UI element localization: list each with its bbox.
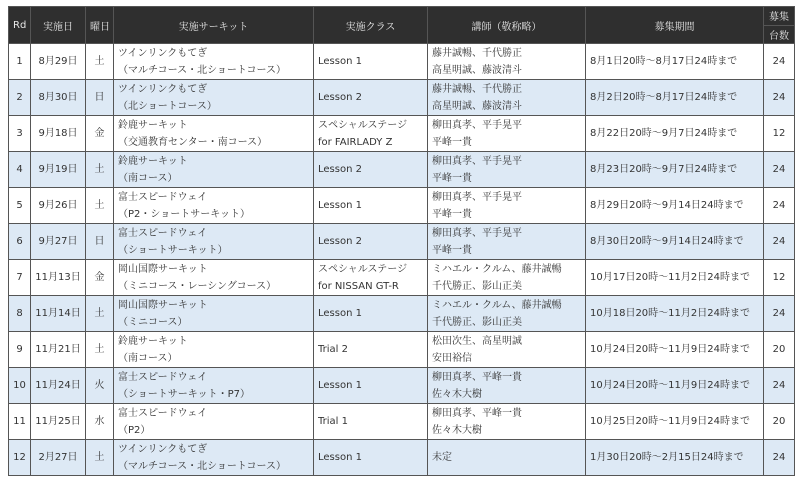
cell-circuit <box>114 116 314 152</box>
cell-period: 8月29日20時～9月14日24時まで <box>586 188 764 224</box>
instructors-line-1: 藤井誠暢、千代勝正 <box>432 47 522 59</box>
table-row <box>9 440 795 476</box>
cell-date: 11月24日 <box>31 368 86 404</box>
class-line-1: Lesson 2 <box>318 236 362 247</box>
cell-weekday: 土 <box>86 296 114 332</box>
cell-class <box>314 404 428 440</box>
cell-period: 8月30日20時～9月14日24時まで <box>586 224 764 260</box>
instructors-line-2: 安田裕信 <box>432 352 472 364</box>
cell-class <box>314 44 428 80</box>
cell-class <box>314 332 428 368</box>
class-line-1: スペシャルステージ <box>318 263 408 275</box>
circuit-course: （マルチコース・北ショートコース） <box>118 460 286 472</box>
cell-count: 20 <box>764 404 795 440</box>
instructors-line-1: 藤井誠暢、千代勝正 <box>432 83 522 95</box>
table-row <box>9 404 795 440</box>
circuit-course: （P2） <box>118 424 151 436</box>
cell-weekday: 土 <box>86 188 114 224</box>
cell-period: 10月18日20時～11月2日24時まで <box>586 296 764 332</box>
header-circuit: 実施サーキット <box>114 7 314 44</box>
cell-date: 8月30日 <box>31 80 86 116</box>
cell-circuit <box>114 152 314 188</box>
cell-period: 8月22日20時～9月7日24時まで <box>586 116 764 152</box>
instructors-line-2: 平峰一貴 <box>432 172 472 184</box>
cell-date: 11月14日 <box>31 296 86 332</box>
header-count-top: 募集 <box>764 7 795 26</box>
class-line-1: Trial 1 <box>318 416 348 427</box>
header-rd: Rd <box>9 7 31 44</box>
cell-period: 8月2日20時～8月17日24時まで <box>586 80 764 116</box>
circuit-course: （マルチコース・北ショートコース） <box>118 64 286 76</box>
class-line-1: Lesson 1 <box>318 56 362 67</box>
cell-class <box>314 224 428 260</box>
class-line-1: Lesson 1 <box>318 380 362 391</box>
cell-date: 9月18日 <box>31 116 86 152</box>
cell-instructors <box>428 188 586 224</box>
class-line-2: for NISSAN GT-R <box>318 280 399 292</box>
table-row <box>9 116 795 152</box>
cell-period: 10月24日20時～11月9日24時まで <box>586 332 764 368</box>
circuit-course: （南コース） <box>118 352 178 364</box>
cell-period: 8月23日20時～9月7日24時まで <box>586 152 764 188</box>
cell-rd: 1 <box>9 44 31 80</box>
cell-circuit <box>114 224 314 260</box>
circuit-course: （南コース） <box>118 172 178 184</box>
cell-instructors <box>428 440 586 476</box>
circuit-name: 鈴鹿サーキット <box>118 155 188 167</box>
cell-instructors <box>428 152 586 188</box>
cell-rd: 6 <box>9 224 31 260</box>
cell-weekday: 火 <box>86 368 114 404</box>
table-row <box>9 44 795 80</box>
header-count-bottom: 台数 <box>764 25 795 44</box>
cell-circuit <box>114 368 314 404</box>
instructors-line-1: 柳田真孝、平峰一貴 <box>432 407 522 419</box>
cell-period: 10月25日20時～11月9日24時まで <box>586 404 764 440</box>
circuit-name: 富士スピードウェイ <box>118 407 208 419</box>
cell-count: 24 <box>764 296 795 332</box>
cell-period: 8月1日20時～8月17日24時まで <box>586 44 764 80</box>
instructors-line-1: 柳田真孝、平手晃平 <box>432 191 522 203</box>
cell-class <box>314 152 428 188</box>
header-class: 実施クラス <box>314 7 428 44</box>
cell-class <box>314 296 428 332</box>
cell-count: 24 <box>764 368 795 404</box>
cell-rd: 4 <box>9 152 31 188</box>
circuit-name: 鈴鹿サーキット <box>118 119 188 131</box>
instructors-line-2: 平峰一貴 <box>432 208 472 220</box>
circuit-course: （ミニコース） <box>118 316 188 328</box>
header-row <box>9 7 795 26</box>
cell-weekday: 土 <box>86 152 114 188</box>
instructors-line-1: 松田次生、高星明誠 <box>432 335 522 347</box>
circuit-name: ツインリンクもてぎ <box>118 47 208 59</box>
class-line-2: for FAIRLADY Z <box>318 136 393 148</box>
circuit-name: 富士スピードウェイ <box>118 227 208 239</box>
cell-count: 24 <box>764 152 795 188</box>
cell-circuit <box>114 80 314 116</box>
cell-rd: 7 <box>9 260 31 296</box>
cell-rd: 12 <box>9 440 31 476</box>
class-line-1: スペシャルステージ <box>318 119 408 131</box>
cell-weekday: 金 <box>86 260 114 296</box>
cell-instructors <box>428 368 586 404</box>
cell-rd: 3 <box>9 116 31 152</box>
table-row <box>9 260 795 296</box>
cell-date: 11月25日 <box>31 404 86 440</box>
instructors-line-1: 柳田真孝、平手晃平 <box>432 119 522 131</box>
instructors-line-2: 高星明誠、藤波清斗 <box>432 64 522 76</box>
cell-rd: 5 <box>9 188 31 224</box>
cell-date: 11月13日 <box>31 260 86 296</box>
cell-instructors <box>428 404 586 440</box>
circuit-course: （ミニコース・レーシングコース） <box>118 280 277 292</box>
cell-class <box>314 116 428 152</box>
cell-count: 24 <box>764 80 795 116</box>
circuit-course: （ショートサーキット） <box>118 244 228 256</box>
cell-circuit <box>114 44 314 80</box>
cell-weekday: 日 <box>86 80 114 116</box>
cell-instructors <box>428 116 586 152</box>
cell-circuit <box>114 260 314 296</box>
cell-count: 24 <box>764 44 795 80</box>
cell-circuit <box>114 188 314 224</box>
circuit-course: （ショートサーキット・P7） <box>118 388 250 400</box>
header-weekday: 曜日 <box>86 7 114 44</box>
circuit-name: 富士スピードウェイ <box>118 191 208 203</box>
circuit-name: ツインリンクもてぎ <box>118 443 208 455</box>
table-row <box>9 188 795 224</box>
cell-weekday: 日 <box>86 224 114 260</box>
instructors-line-1: 柳田真孝、平峰一貴 <box>432 371 522 383</box>
header-date: 実施日 <box>31 7 86 44</box>
cell-instructors <box>428 80 586 116</box>
cell-count: 24 <box>764 224 795 260</box>
header-period: 募集期間 <box>586 7 764 44</box>
cell-weekday: 土 <box>86 332 114 368</box>
table-body <box>9 44 795 476</box>
cell-date: 8月29日 <box>31 44 86 80</box>
cell-instructors <box>428 224 586 260</box>
cell-weekday: 土 <box>86 44 114 80</box>
table-row <box>9 296 795 332</box>
cell-circuit <box>114 332 314 368</box>
instructors-line-1: ミハエル・クルム、藤井誠暢 <box>432 263 562 275</box>
cell-weekday: 金 <box>86 116 114 152</box>
cell-period: 1月30日20時～2月15日24時まで <box>586 440 764 476</box>
schedule-table <box>8 6 795 476</box>
cell-date: 9月27日 <box>31 224 86 260</box>
table-row <box>9 224 795 260</box>
instructors-line-2: 平峰一貴 <box>432 244 472 256</box>
instructors-line-2: 佐々木大樹 <box>432 388 482 400</box>
header-instructors: 講師（敬称略） <box>428 7 586 44</box>
cell-count: 20 <box>764 332 795 368</box>
cell-date: 11月21日 <box>31 332 86 368</box>
class-line-1: Lesson 2 <box>318 92 362 103</box>
class-line-1: Lesson 2 <box>318 164 362 175</box>
class-line-1: Lesson 1 <box>318 452 362 463</box>
circuit-name: 岡山国際サーキット <box>118 299 208 311</box>
cell-count: 24 <box>764 188 795 224</box>
cell-date: 2月27日 <box>31 440 86 476</box>
cell-class <box>314 80 428 116</box>
cell-rd: 2 <box>9 80 31 116</box>
cell-instructors <box>428 332 586 368</box>
instructors-line-2: 佐々木大樹 <box>432 424 482 436</box>
cell-class <box>314 440 428 476</box>
cell-class <box>314 260 428 296</box>
cell-circuit <box>114 296 314 332</box>
instructors-line-1: 柳田真孝、平手晃平 <box>432 227 522 239</box>
cell-circuit <box>114 404 314 440</box>
cell-weekday: 土 <box>86 440 114 476</box>
cell-weekday: 水 <box>86 404 114 440</box>
circuit-course: （北ショートコース） <box>118 100 217 112</box>
cell-rd: 10 <box>9 368 31 404</box>
cell-period: 10月17日20時～11月2日24時まで <box>586 260 764 296</box>
cell-instructors <box>428 44 586 80</box>
cell-rd: 8 <box>9 296 31 332</box>
instructors-line-1: 柳田真孝、平手晃平 <box>432 155 522 167</box>
cell-count: 12 <box>764 260 795 296</box>
cell-instructors <box>428 260 586 296</box>
circuit-name: 岡山国際サーキット <box>118 263 208 275</box>
circuit-name: 鈴鹿サーキット <box>118 335 188 347</box>
table-row <box>9 152 795 188</box>
class-line-1: Lesson 1 <box>318 308 362 319</box>
circuit-course: （交通教育センター・南コース） <box>118 136 268 148</box>
instructors-line-1: ミハエル・クルム、藤井誠暢 <box>432 299 562 311</box>
cell-class <box>314 368 428 404</box>
cell-count: 12 <box>764 116 795 152</box>
circuit-name: ツインリンクもてぎ <box>118 83 208 95</box>
cell-date: 9月19日 <box>31 152 86 188</box>
circuit-name: 富士スピードウェイ <box>118 371 208 383</box>
cell-class <box>314 188 428 224</box>
class-line-1: Lesson 1 <box>318 200 362 211</box>
cell-date: 9月26日 <box>31 188 86 224</box>
class-line-1: Trial 2 <box>318 344 348 355</box>
cell-count: 24 <box>764 440 795 476</box>
table-row <box>9 80 795 116</box>
instructors-line-2: 千代勝正、影山正美 <box>432 316 522 328</box>
instructors-line-2: 高星明誠、藤波清斗 <box>432 100 522 112</box>
circuit-course: （P2・ショートサーキット） <box>118 208 250 220</box>
cell-period: 10月24日20時～11月9日24時まで <box>586 368 764 404</box>
instructors-line-2: 平峰一貴 <box>432 136 472 148</box>
table-row <box>9 368 795 404</box>
cell-instructors <box>428 296 586 332</box>
instructors-line-1: 未定 <box>432 452 452 463</box>
cell-circuit <box>114 440 314 476</box>
cell-rd: 11 <box>9 404 31 440</box>
table-row <box>9 332 795 368</box>
instructors-line-2: 千代勝正、影山正美 <box>432 280 522 292</box>
cell-rd: 9 <box>9 332 31 368</box>
